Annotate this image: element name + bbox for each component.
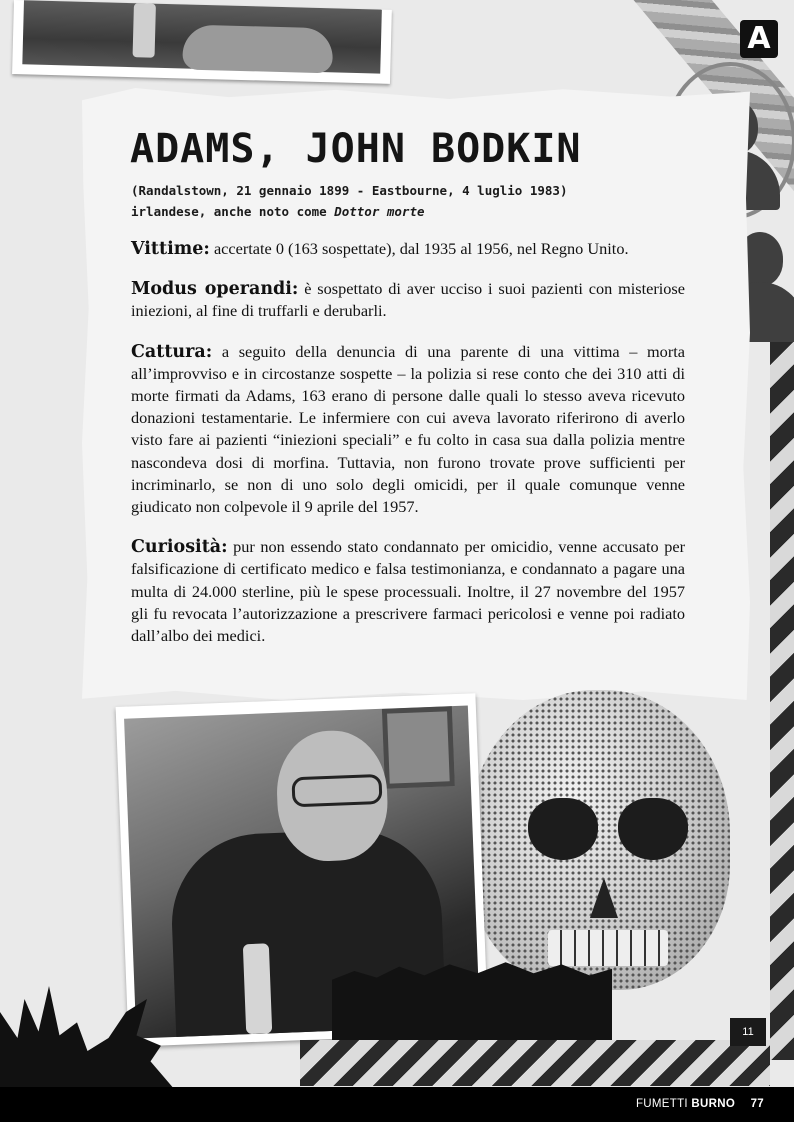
decorative-stripe-bottom <box>300 1040 770 1086</box>
section-label: Modus operandi: <box>131 279 299 300</box>
section-text: accertate 0 (163 sospettate), dal 1935 al 1956, nel Regno Unito. <box>213 239 629 258</box>
section-label: Cattura: <box>131 341 213 362</box>
subtitle <box>131 180 711 222</box>
birth-death-line: (Randalstown, 21 gennaio 1899 - Eastbourne, 4 luglio 1983) <box>131 183 568 198</box>
footer-series: FUMETTI <box>635 1098 688 1110</box>
section-text: a seguito della denuncia di una parente di una vittima – morta all’improvviso e in circostanze sospette – la polizia si rese conto che dei 310 atti di morte firmati da Adams, 163 erano di persone dalle quali lo stesso aveva ricevuto donazioni testamentarie. Le infermiere con cui aveva lavorato riferirono di averlo visto fare ai pazienti “iniezioni speciali” e fu colto in casa sua dalla polizia mentre nascondeva dosi di morfina. Tuttavia, non furono trovate prove sufficienti per incriminarlo, se non di uno solo degli omicidi, per il quale comunque venne giudicato non colpevole il 9 aprile del 1957. <box>131 341 685 517</box>
alias-line <box>131 201 711 222</box>
alias-prefix: irlandese, anche noto come <box>131 204 335 219</box>
alias-name: Dottor morte <box>334 204 425 219</box>
section-text: pur non essendo stato condannato per omicidio, venne accusato per falsificazione di certificato medico e falsa testimonianza, e condannato a pagare una multa di 24.000 sterline, più le spese processuali. Inoltre, il 27 novembre del 1957 gli fu revocata l’autorizzazione a prescrivere farmaci pericolosi e venne poi radiato dall’albo dei medici. <box>131 537 685 646</box>
section-modus-operandi <box>131 278 685 322</box>
article-body <box>131 238 685 665</box>
section-victims <box>131 238 685 260</box>
top-photo <box>12 0 392 84</box>
card-number-badge: 11 <box>730 1018 766 1046</box>
page-title: ADAMS, JOHN BODKIN <box>130 126 582 172</box>
decorative-stripe-right <box>770 340 794 1060</box>
section-curiosity <box>131 536 685 647</box>
section-text: è sospettato di aver ucciso i suoi pazienti con misteriose iniezioni, al fine di truffarli e derubarli. <box>131 279 685 321</box>
section-label: Vittime: <box>131 239 210 259</box>
halftone-skull-image <box>468 690 730 990</box>
page-footer <box>0 1087 794 1122</box>
publisher-logo-icon: A <box>740 20 778 58</box>
page-number: 77 <box>750 1098 764 1110</box>
footer-brand: BURNO <box>691 1098 736 1110</box>
section-capture <box>131 341 685 519</box>
section-label: Curiosità: <box>131 537 228 558</box>
